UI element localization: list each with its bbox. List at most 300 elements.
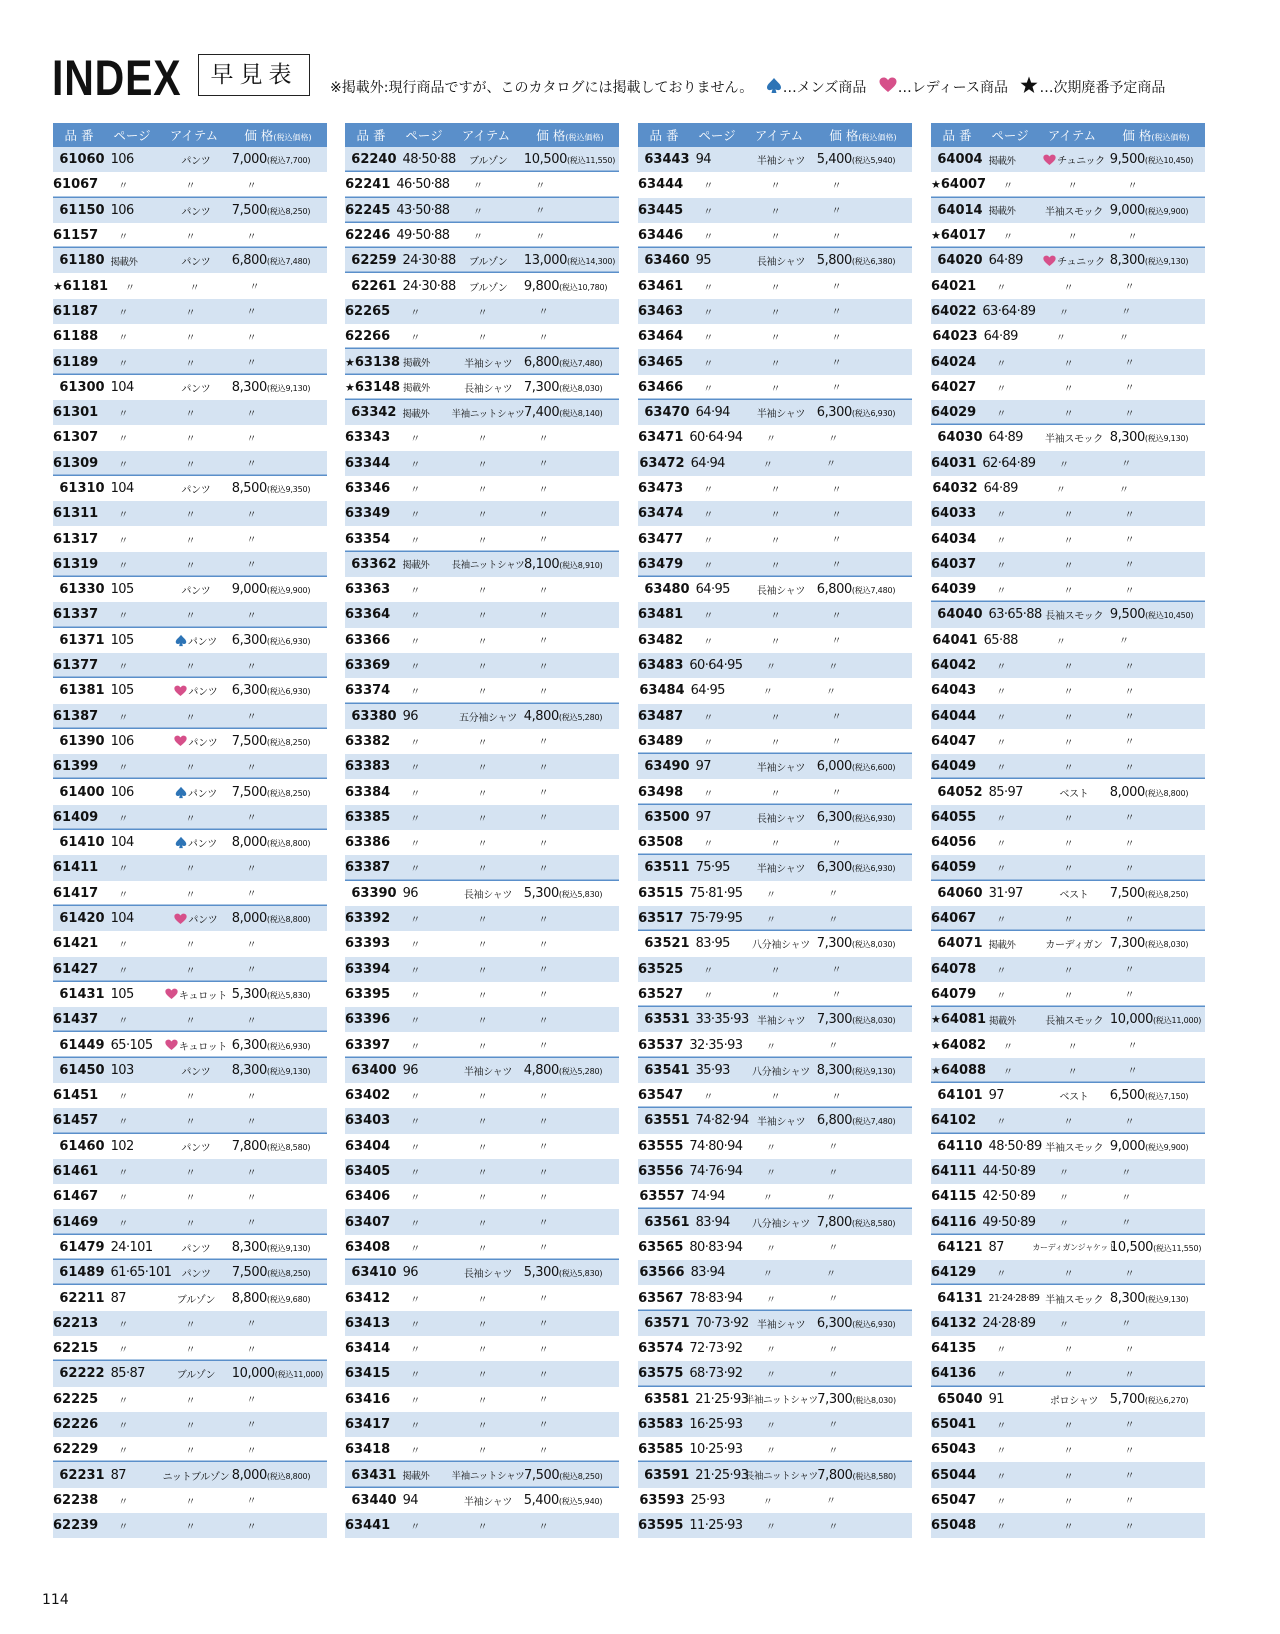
product-code xyxy=(638,1038,687,1053)
price xyxy=(524,279,619,294)
item-name xyxy=(160,987,231,1002)
item-name-value: 〃 xyxy=(762,1193,773,1205)
product-code xyxy=(638,911,687,926)
product-code xyxy=(638,1291,687,1306)
price-value: 5,800 xyxy=(816,253,852,269)
table-row xyxy=(931,1311,1205,1336)
item-name-value: 〃 xyxy=(765,1168,776,1180)
table-row xyxy=(638,881,912,906)
table-row xyxy=(345,172,619,197)
item-name xyxy=(745,1088,805,1103)
price-value: 〃 xyxy=(538,661,549,673)
product-code-value: 64111 xyxy=(931,1164,977,1180)
item-name-value: 〃 xyxy=(185,1193,196,1205)
page-ref: 65·88 xyxy=(983,632,1018,648)
table-row xyxy=(638,1209,912,1234)
product-code-value: 61311 xyxy=(53,506,99,522)
table-row xyxy=(931,223,1205,248)
product-code-value: 63441 xyxy=(345,1518,391,1534)
product-code xyxy=(638,355,687,370)
table-row xyxy=(931,1108,1205,1133)
item-name-value: 〃 xyxy=(185,712,196,724)
product-code-value: 63465 xyxy=(638,354,684,370)
page-ref: 78·83·94 xyxy=(689,1290,743,1306)
item-name xyxy=(160,1341,220,1356)
price-value: 13,000 xyxy=(523,253,567,269)
item-name-value: パンツ xyxy=(181,383,211,395)
product-code-value: 62265 xyxy=(345,303,391,319)
product-code-value: 65047 xyxy=(931,1492,977,1508)
header-price: 価 格(税込価格) xyxy=(1122,128,1190,143)
item-name xyxy=(452,1316,512,1331)
page-ref: 〃 xyxy=(118,181,128,193)
product-code xyxy=(931,279,980,294)
product-code-value: 61317 xyxy=(53,531,99,547)
page-ref: 74·82·94 xyxy=(695,1113,749,1129)
item-name-value: 〃 xyxy=(1063,1370,1074,1382)
price-value: 〃 xyxy=(1127,180,1138,192)
item-name-value: 半袖スモック xyxy=(1045,1294,1104,1306)
product-code-value: 61460 xyxy=(59,1138,105,1154)
price xyxy=(1095,1164,1205,1180)
item-name xyxy=(452,582,512,597)
page-ref: 掲載外 xyxy=(402,408,430,420)
item-name-value: 〃 xyxy=(1063,915,1074,927)
product-code-value: 61180 xyxy=(59,253,105,269)
table-row xyxy=(638,1235,912,1260)
price xyxy=(221,1391,327,1407)
page-ref: 〃 xyxy=(703,206,713,218)
item-name xyxy=(1038,683,1098,698)
table-row xyxy=(638,198,912,223)
table-row xyxy=(638,1058,912,1083)
price-value: 〃 xyxy=(1124,1344,1135,1356)
spade-icon xyxy=(766,77,782,100)
price-value: 〃 xyxy=(831,282,842,294)
item-name xyxy=(745,506,805,521)
product-code-value: 64056 xyxy=(931,835,977,851)
item-name xyxy=(160,1164,220,1179)
table-row xyxy=(345,653,619,678)
price-value: 8,300 xyxy=(231,1062,267,1078)
item-name xyxy=(452,987,512,1002)
page-ref: 〃 xyxy=(118,1522,128,1534)
item-name xyxy=(1038,734,1098,749)
page-ref: 〃 xyxy=(118,1168,128,1180)
price-tax: (税込6,930) xyxy=(852,1319,896,1329)
product-code xyxy=(931,987,980,1002)
item-name xyxy=(452,759,512,774)
product-code xyxy=(53,1392,102,1407)
page-ref: 〃 xyxy=(703,383,713,395)
page-ref: 〃 xyxy=(410,1319,420,1331)
product-code xyxy=(345,304,394,319)
item-name xyxy=(446,228,509,243)
product-code-value: 61187 xyxy=(53,303,99,319)
legend-mens: …メンズ商品 xyxy=(782,80,867,96)
item-name-value: パンツ xyxy=(188,915,218,927)
item-name xyxy=(1038,785,1109,800)
price xyxy=(1101,177,1205,193)
table-row xyxy=(345,526,619,551)
item-name xyxy=(1043,1063,1101,1078)
product-code xyxy=(931,1088,987,1103)
item-name xyxy=(452,1442,512,1457)
price-tax: (税込8,140) xyxy=(559,409,603,419)
item-name xyxy=(1032,1215,1095,1230)
price xyxy=(524,886,619,901)
item-name-value: 〃 xyxy=(477,965,488,977)
item-name xyxy=(1038,962,1098,977)
price xyxy=(221,961,327,977)
item-name xyxy=(1038,1088,1109,1103)
table-row xyxy=(931,375,1205,400)
item-name-value: 〃 xyxy=(770,282,781,294)
item-name-value: 〃 xyxy=(477,1243,488,1255)
item-name-value: パンツ xyxy=(181,1066,211,1078)
price xyxy=(524,405,619,420)
product-code xyxy=(931,430,987,445)
page-ref: 〃 xyxy=(703,181,713,193)
product-code xyxy=(53,759,102,774)
product-code xyxy=(53,506,102,521)
page-ref: 〃 xyxy=(703,333,713,345)
product-code xyxy=(53,582,109,597)
item-name xyxy=(452,1012,512,1027)
table-row xyxy=(931,830,1205,855)
price-value: 〃 xyxy=(1124,813,1135,825)
table-row xyxy=(931,982,1205,1007)
heart-icon xyxy=(174,735,187,747)
item-name xyxy=(1038,1265,1098,1280)
item-name-value: 〃 xyxy=(770,560,781,572)
page-ref: 74·80·94 xyxy=(689,1138,743,1154)
product-code xyxy=(931,1113,980,1128)
table-row xyxy=(931,881,1205,906)
table-row xyxy=(53,1488,327,1513)
price xyxy=(802,911,912,927)
product-code xyxy=(345,279,401,294)
item-name xyxy=(745,228,805,243)
product-code xyxy=(53,936,102,951)
table-row xyxy=(53,248,327,273)
item-name xyxy=(160,177,220,192)
item-name-value: 長袖スモック xyxy=(1045,1016,1104,1028)
product-code xyxy=(638,607,687,622)
product-code xyxy=(345,582,394,597)
product-code-value: 63402 xyxy=(345,1088,391,1104)
legend-discontinue: …次期廃番予定商品 xyxy=(1039,80,1166,96)
product-code xyxy=(638,1417,687,1432)
item-name-value: 〃 xyxy=(185,510,196,522)
price xyxy=(817,1215,912,1230)
page-ref: 10·25·93 xyxy=(689,1442,743,1458)
price xyxy=(1093,481,1205,497)
price-value: 6,800 xyxy=(231,253,267,269)
product-code-value: 62240 xyxy=(351,152,397,168)
item-name xyxy=(452,1493,523,1508)
price xyxy=(802,1037,912,1053)
product-code-value: 63384 xyxy=(345,784,391,800)
item-name-value: パンツ xyxy=(181,1142,211,1154)
product-code xyxy=(345,152,401,167)
product-code-value: 63557 xyxy=(639,1189,685,1205)
table-row xyxy=(931,1032,1205,1057)
price xyxy=(221,936,327,952)
item-name-value: 〃 xyxy=(185,965,196,977)
item-name xyxy=(745,203,805,218)
product-code xyxy=(345,1215,394,1230)
price-value: 〃 xyxy=(538,1015,549,1027)
product-code xyxy=(638,1063,694,1078)
price-value: 〃 xyxy=(1124,1521,1135,1533)
price-value: 〃 xyxy=(828,1521,838,1533)
page-ref: 〃 xyxy=(410,990,420,1002)
table-row xyxy=(638,349,912,374)
product-code-value: 61377 xyxy=(53,658,99,674)
product-code-value: 64082 xyxy=(940,1037,987,1053)
table-row xyxy=(638,501,912,526)
item-name-value: 〃 xyxy=(477,535,488,547)
item-name xyxy=(452,835,512,850)
item-name-value: 〃 xyxy=(1063,560,1074,572)
item-name xyxy=(161,1265,232,1280)
price xyxy=(1099,1518,1205,1534)
product-code xyxy=(345,1240,394,1255)
table-row xyxy=(638,729,912,754)
price xyxy=(806,379,912,395)
table-row xyxy=(345,1437,619,1462)
product-code-value: 64027 xyxy=(931,379,977,395)
item-name-value: 〃 xyxy=(477,307,488,319)
price xyxy=(806,531,912,547)
product-code-value: 65041 xyxy=(931,1416,977,1432)
item-name xyxy=(1038,380,1098,395)
product-code xyxy=(345,1189,394,1204)
item-name xyxy=(452,1088,512,1103)
price-value: 〃 xyxy=(831,560,842,572)
price xyxy=(232,1265,327,1280)
product-code-value: 63515 xyxy=(638,885,684,901)
product-code xyxy=(638,304,687,319)
item-name xyxy=(739,658,802,673)
item-name-value: 長袖シャツ xyxy=(756,813,806,825)
price-value: 8,300 xyxy=(231,1239,267,1255)
page-ref: 〃 xyxy=(410,333,420,345)
table-row xyxy=(53,754,327,779)
table-row xyxy=(53,1336,327,1361)
price-value: 9,000 xyxy=(231,582,267,598)
table-row xyxy=(53,855,327,880)
product-code-value: 64116 xyxy=(931,1214,977,1230)
price-value: 〃 xyxy=(246,863,257,875)
page-ref: 〃 xyxy=(996,409,1006,421)
product-code-value: 63537 xyxy=(638,1037,684,1053)
table-row xyxy=(345,678,619,703)
item-name xyxy=(1028,481,1093,496)
price xyxy=(817,1063,912,1078)
price xyxy=(1099,1492,1205,1508)
price-value: 〃 xyxy=(246,965,257,977)
table-row xyxy=(53,1513,327,1538)
product-code-value: 63484 xyxy=(639,683,685,699)
item-name-value: 〃 xyxy=(477,915,488,927)
product-code-value: 64041 xyxy=(932,632,978,648)
page-ref: 64·94 xyxy=(690,455,725,471)
price-value: 7,300 xyxy=(816,936,852,952)
page-ref: 24·30·88 xyxy=(402,278,456,294)
price xyxy=(232,203,327,218)
price xyxy=(513,658,619,674)
heart-icon xyxy=(165,1039,178,1051)
item-name-value: 半袖スモック xyxy=(1045,1142,1104,1154)
item-name xyxy=(452,810,512,825)
price xyxy=(221,228,327,244)
product-code xyxy=(638,835,687,850)
price-value: 〃 xyxy=(828,1041,838,1053)
product-code-value: 63498 xyxy=(638,784,684,800)
product-code-value: 64023 xyxy=(932,329,978,345)
item-name xyxy=(745,329,805,344)
product-code-value: 63463 xyxy=(638,303,684,319)
item-name-value: 半袖ニットシャツ xyxy=(451,1471,525,1483)
item-name xyxy=(1038,709,1098,724)
product-code-value: 63571 xyxy=(644,1315,690,1331)
price xyxy=(1110,936,1205,951)
price xyxy=(513,1164,619,1180)
table-row xyxy=(53,653,327,678)
price xyxy=(524,152,619,167)
item-name xyxy=(452,329,512,344)
item-name xyxy=(745,810,816,825)
product-code-value: 63471 xyxy=(638,430,684,446)
table-row xyxy=(638,552,912,577)
price xyxy=(1099,354,1205,370)
product-code-value: 61410 xyxy=(59,835,105,851)
item-name-value: パンツ xyxy=(181,1269,211,1281)
price xyxy=(509,202,619,218)
item-name-value: 〃 xyxy=(185,1395,196,1407)
price xyxy=(1110,1240,1205,1255)
page-ref: 〃 xyxy=(703,282,713,294)
price xyxy=(802,1366,912,1382)
page-ref: 〃 xyxy=(410,1243,420,1255)
table-row xyxy=(345,1412,619,1437)
price-value: 〃 xyxy=(538,863,549,875)
item-name xyxy=(739,1240,802,1255)
page-ref: 掲載外 xyxy=(988,206,1016,218)
page-ref: 〃 xyxy=(703,965,713,977)
price-value: 〃 xyxy=(538,1445,549,1457)
index-column-3 xyxy=(638,123,912,1538)
table-row xyxy=(53,830,327,855)
product-code-value: 63383 xyxy=(345,759,391,775)
page-ref: 〃 xyxy=(703,510,713,522)
price-value: 8,100 xyxy=(523,556,560,572)
item-name-value: 〃 xyxy=(477,788,488,800)
product-code-value: 63410 xyxy=(351,1265,397,1281)
item-name xyxy=(745,304,805,319)
item-name xyxy=(452,1366,512,1381)
item-name-value: 〃 xyxy=(765,1041,776,1053)
price xyxy=(221,177,327,193)
item-name-value: 〃 xyxy=(770,965,781,977)
page-ref: 106 xyxy=(110,784,134,800)
table-row xyxy=(53,273,327,298)
item-name xyxy=(1038,835,1098,850)
page-ref: 〃 xyxy=(410,1092,420,1104)
product-code xyxy=(638,1316,694,1331)
product-code xyxy=(345,936,394,951)
price-value: 〃 xyxy=(246,1192,257,1204)
product-code xyxy=(53,203,109,218)
product-code-value: 61409 xyxy=(53,809,99,825)
price-value: 〃 xyxy=(246,1218,257,1230)
price-tax: (税込5,940) xyxy=(558,1496,603,1506)
price-value: 5,400 xyxy=(816,152,852,168)
table-row xyxy=(638,1032,912,1057)
price xyxy=(1099,708,1205,724)
price-value: 〃 xyxy=(831,231,842,243)
table-row xyxy=(638,1159,912,1184)
table-row xyxy=(53,1184,327,1209)
item-name-value: 〃 xyxy=(762,687,773,699)
item-name xyxy=(446,177,509,192)
table-row xyxy=(53,526,327,551)
table-row xyxy=(53,881,327,906)
product-code-value: 63487 xyxy=(638,708,684,724)
item-name xyxy=(1038,911,1098,926)
page-ref: 85·97 xyxy=(988,784,1023,800)
page-ref: 〃 xyxy=(118,1496,128,1508)
price xyxy=(221,329,327,345)
price-value: 〃 xyxy=(1124,1268,1135,1280)
price-tax: (税込7,480) xyxy=(852,1117,896,1127)
item-name xyxy=(735,456,800,471)
product-code xyxy=(53,860,102,875)
table-row xyxy=(931,1134,1205,1159)
price xyxy=(221,1315,327,1331)
page-ref: 44·50·89 xyxy=(982,1164,1036,1180)
price-value: 〃 xyxy=(538,939,549,951)
price-value: 〃 xyxy=(825,1496,836,1508)
header-page: ページ xyxy=(991,128,1029,143)
product-code-value: 63374 xyxy=(345,683,391,699)
price-value: 〃 xyxy=(538,459,549,471)
table-row xyxy=(53,1058,327,1083)
table-row xyxy=(345,931,619,956)
item-name xyxy=(739,430,802,445)
product-code-value: 63418 xyxy=(345,1442,391,1458)
price xyxy=(232,911,327,926)
product-code-value: 63369 xyxy=(345,658,391,674)
price-tax: (税込9,130) xyxy=(266,1066,311,1076)
product-code-value: 61381 xyxy=(59,683,105,699)
item-name xyxy=(160,633,231,648)
item-name xyxy=(1038,405,1098,420)
item-name xyxy=(1043,1038,1101,1053)
item-name-value: 〃 xyxy=(770,206,781,218)
product-code-value: 61411 xyxy=(53,860,99,876)
page-ref: 〃 xyxy=(410,1420,420,1432)
item-name xyxy=(160,683,231,698)
price xyxy=(806,784,912,800)
product-code-value: 61387 xyxy=(53,708,99,724)
item-name xyxy=(452,532,512,547)
item-name xyxy=(745,962,805,977)
item-name-value: 〃 xyxy=(477,737,488,749)
product-code xyxy=(345,860,394,875)
